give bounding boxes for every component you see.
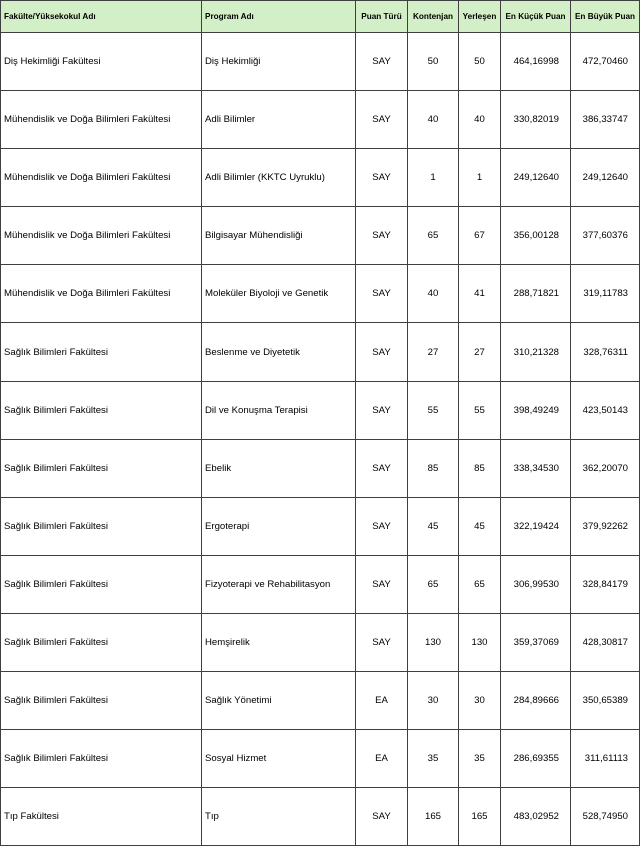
cell-faculty: Sağlık Bilimleri Fakültesi [1, 672, 202, 730]
table-row [1, 91, 640, 149]
cell-placed: 35 [459, 730, 501, 788]
cell-program: Ergoterapi [202, 497, 356, 555]
cell-min-score: 306,99530 [501, 555, 571, 613]
cell-score-type: SAY [356, 497, 408, 555]
cell-placed: 41 [459, 265, 501, 323]
cell-placed: 55 [459, 381, 501, 439]
cell-program: Diş Hekimliği [202, 33, 356, 91]
cell-score-type: SAY [356, 555, 408, 613]
cell-faculty: Mühendislik ve Doğa Bilimleri Fakültesi [1, 91, 202, 149]
header-quota: Kontenjan [408, 1, 459, 33]
cell-placed: 85 [459, 439, 501, 497]
table-row [1, 33, 640, 91]
cell-max-score: 379,92262 [571, 497, 640, 555]
cell-faculty: Sağlık Bilimleri Fakültesi [1, 381, 202, 439]
cell-min-score: 310,21328 [501, 323, 571, 381]
cell-quota: 130 [408, 613, 459, 671]
cell-program: Tıp [202, 788, 356, 846]
cell-faculty: Mühendislik ve Doğa Bilimleri Fakültesi [1, 265, 202, 323]
cell-placed: 130 [459, 613, 501, 671]
cell-quota: 165 [408, 788, 459, 846]
cell-program: Hemşirelik [202, 613, 356, 671]
table-row [1, 730, 640, 788]
cell-quota: 50 [408, 33, 459, 91]
cell-score-type: SAY [356, 381, 408, 439]
cell-placed: 40 [459, 91, 501, 149]
table-row [1, 207, 640, 265]
cell-program: Beslenme ve Diyetetik [202, 323, 356, 381]
cell-program: Dil ve Konuşma Terapisi [202, 381, 356, 439]
cell-quota: 30 [408, 672, 459, 730]
cell-faculty: Sağlık Bilimleri Fakültesi [1, 497, 202, 555]
cell-max-score: 472,70460 [571, 33, 640, 91]
cell-placed: 27 [459, 323, 501, 381]
header-max-score: En Büyük Puan [571, 1, 640, 33]
table-row [1, 672, 640, 730]
cell-score-type: EA [356, 730, 408, 788]
table-row [1, 613, 640, 671]
cell-score-type: SAY [356, 265, 408, 323]
cell-score-type: SAY [356, 439, 408, 497]
cell-program: Ebelik [202, 439, 356, 497]
cell-placed: 67 [459, 207, 501, 265]
cell-max-score: 328,84179 [571, 555, 640, 613]
cell-program: Sağlık Yönetimi [202, 672, 356, 730]
cell-min-score: 249,12640 [501, 149, 571, 207]
cell-quota: 1 [408, 149, 459, 207]
cell-quota: 35 [408, 730, 459, 788]
cell-score-type: SAY [356, 788, 408, 846]
cell-program: Bilgisayar Mühendisliği [202, 207, 356, 265]
cell-program: Sosyal Hizmet [202, 730, 356, 788]
cell-placed: 165 [459, 788, 501, 846]
cell-score-type: SAY [356, 33, 408, 91]
cell-faculty: Tıp Fakültesi [1, 788, 202, 846]
cell-min-score: 330,82019 [501, 91, 571, 149]
cell-score-type: SAY [356, 91, 408, 149]
table-row [1, 149, 640, 207]
table-row [1, 323, 640, 381]
header-score-type: Puan Türü [356, 1, 408, 33]
cell-placed: 65 [459, 555, 501, 613]
cell-score-type: SAY [356, 149, 408, 207]
cell-placed: 50 [459, 33, 501, 91]
cell-max-score: 328,76311 [571, 323, 640, 381]
table-row [1, 788, 640, 846]
cell-max-score: 423,50143 [571, 381, 640, 439]
cell-placed: 45 [459, 497, 501, 555]
cell-placed: 30 [459, 672, 501, 730]
cell-program: Adli Bilimler [202, 91, 356, 149]
cell-score-type: SAY [356, 613, 408, 671]
cell-faculty: Sağlık Bilimleri Fakültesi [1, 555, 202, 613]
cell-faculty: Mühendislik ve Doğa Bilimleri Fakültesi [1, 149, 202, 207]
cell-min-score: 483,02952 [501, 788, 571, 846]
header-program: Program Adı [202, 1, 356, 33]
table-row [1, 497, 640, 555]
cell-score-type: EA [356, 672, 408, 730]
cell-max-score: 362,20070 [571, 439, 640, 497]
cell-max-score: 311,61113 [571, 730, 640, 788]
cell-placed: 1 [459, 149, 501, 207]
cell-min-score: 284,89666 [501, 672, 571, 730]
table-row [1, 381, 640, 439]
table-body [1, 33, 640, 846]
cell-faculty: Mühendislik ve Doğa Bilimleri Fakültesi [1, 207, 202, 265]
cell-max-score: 386,33747 [571, 91, 640, 149]
cell-quota: 45 [408, 497, 459, 555]
cell-max-score: 249,12640 [571, 149, 640, 207]
table-row [1, 265, 640, 323]
cell-faculty: Sağlık Bilimleri Fakültesi [1, 323, 202, 381]
cell-min-score: 286,69355 [501, 730, 571, 788]
header-min-score: En Küçük Puan [501, 1, 571, 33]
cell-quota: 40 [408, 91, 459, 149]
cell-quota: 27 [408, 323, 459, 381]
header-placed: Yerleşen [459, 1, 501, 33]
table-header-row [1, 1, 640, 33]
table-row [1, 555, 640, 613]
cell-min-score: 398,49249 [501, 381, 571, 439]
cell-quota: 65 [408, 207, 459, 265]
cell-min-score: 356,00128 [501, 207, 571, 265]
cell-max-score: 428,30817 [571, 613, 640, 671]
cell-program: Moleküler Biyoloji ve Genetik [202, 265, 356, 323]
cell-max-score: 350,65389 [571, 672, 640, 730]
cell-min-score: 338,34530 [501, 439, 571, 497]
cell-score-type: SAY [356, 323, 408, 381]
cell-faculty: Sağlık Bilimleri Fakültesi [1, 613, 202, 671]
cell-max-score: 377,60376 [571, 207, 640, 265]
cell-program: Adli Bilimler (KKTC Uyruklu) [202, 149, 356, 207]
cell-faculty: Sağlık Bilimleri Fakültesi [1, 439, 202, 497]
cell-score-type: SAY [356, 207, 408, 265]
cell-quota: 65 [408, 555, 459, 613]
table-row [1, 439, 640, 497]
cell-min-score: 322,19424 [501, 497, 571, 555]
cell-faculty: Sağlık Bilimleri Fakültesi [1, 730, 202, 788]
cell-max-score: 528,74950 [571, 788, 640, 846]
cell-program: Fizyoterapi ve Rehabilitasyon [202, 555, 356, 613]
cell-min-score: 288,71821 [501, 265, 571, 323]
cell-faculty: Diş Hekimliği Fakültesi [1, 33, 202, 91]
header-faculty: Fakülte/Yüksekokul Adı [1, 1, 202, 33]
cell-max-score: 319,11783 [571, 265, 640, 323]
cell-quota: 85 [408, 439, 459, 497]
cell-quota: 40 [408, 265, 459, 323]
cell-min-score: 464,16998 [501, 33, 571, 91]
cell-min-score: 359,37069 [501, 613, 571, 671]
cell-quota: 55 [408, 381, 459, 439]
